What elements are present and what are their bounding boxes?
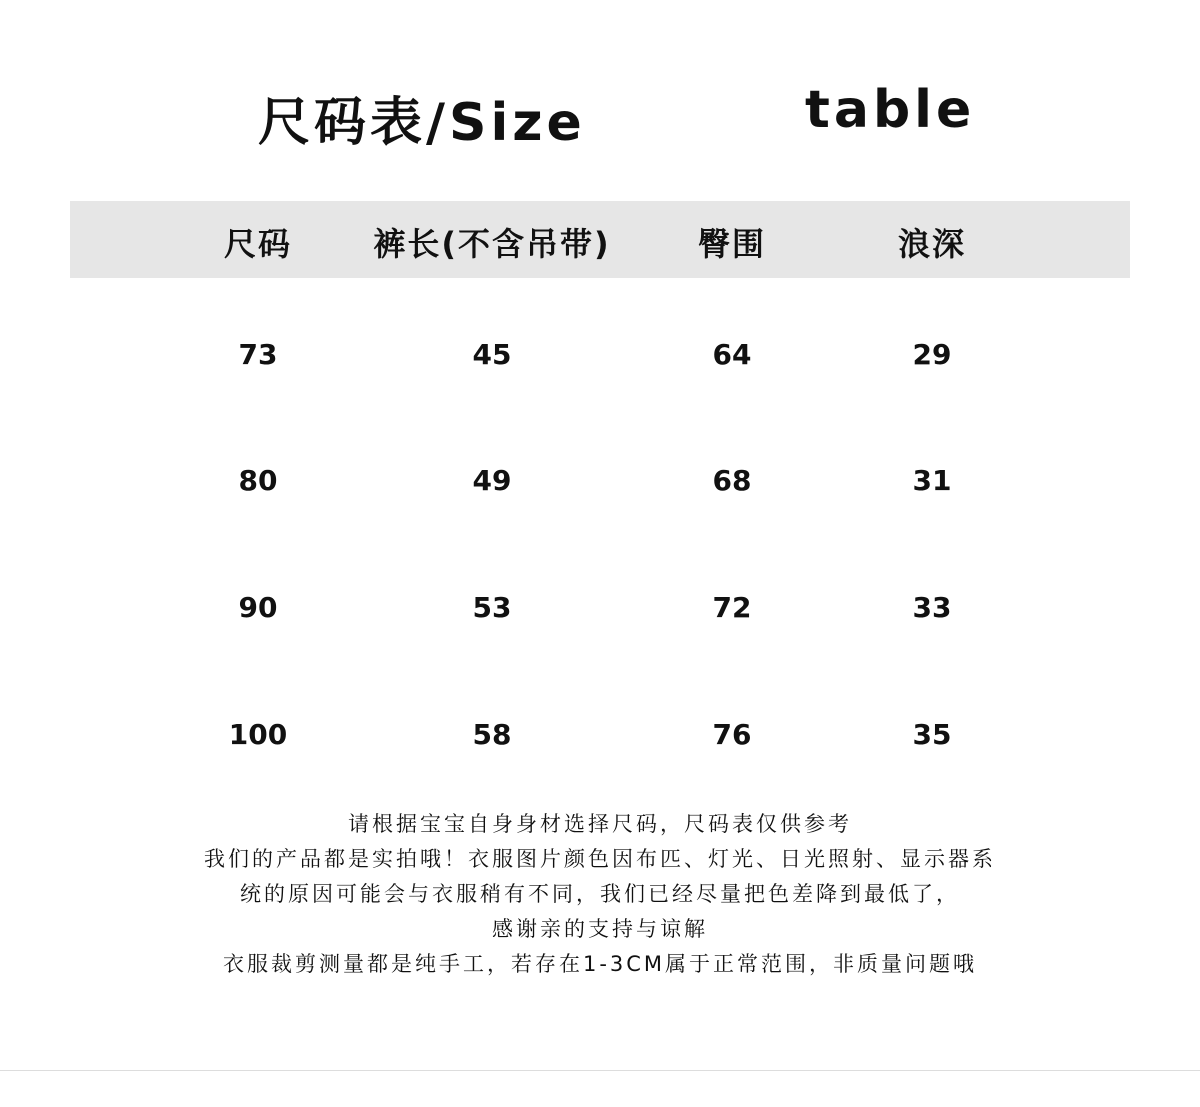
size-table-title [0, 80, 1200, 160]
title-size-label: 尺码表/Size [258, 93, 586, 153]
cell-size: 73 [238, 338, 278, 371]
cell-size: 90 [238, 591, 278, 624]
table-row [0, 464, 1200, 514]
cell-hip: 76 [712, 718, 752, 751]
table-row [0, 718, 1200, 768]
cell-rise: 29 [912, 338, 952, 371]
cell-hip: 68 [712, 464, 752, 497]
bottom-divider [0, 1070, 1200, 1071]
title-table-label: table [805, 80, 976, 140]
header-rise: 浪深 [897, 225, 967, 263]
table-row [0, 591, 1200, 641]
cell-pants-length: 45 [472, 338, 512, 371]
header-pants-length: 裤长(不含吊带) [373, 225, 611, 263]
note-line: 统的原因可能会与衣服稍有不同，我们已经尽量把色差降到最低了， [240, 882, 960, 906]
cell-rise: 35 [912, 718, 952, 751]
cell-hip: 72 [712, 591, 752, 624]
note-line: 感谢亲的支持与谅解 [492, 917, 708, 941]
cell-pants-length: 49 [472, 464, 512, 497]
cell-hip: 64 [712, 338, 752, 371]
cell-pants-length: 58 [472, 718, 512, 751]
header-hip: 臀围 [697, 225, 767, 263]
cell-size: 80 [238, 464, 278, 497]
header-size: 尺码 [223, 225, 293, 263]
cell-rise: 33 [912, 591, 952, 624]
cell-rise: 31 [912, 464, 952, 497]
cell-pants-length: 53 [472, 591, 512, 624]
table-header-row [70, 201, 1130, 278]
cell-size: 100 [228, 718, 288, 751]
note-line: 请根据宝宝自身身材选择尺码，尺码表仅供参考 [348, 812, 852, 836]
table-row [0, 338, 1200, 388]
note-line: 衣服裁剪测量都是纯手工，若存在1-3CM属于正常范围，非质量问题哦 [222, 952, 978, 976]
note-line: 我们的产品都是实拍哦！衣服图片颜色因布匹、灯光、日光照射、显示器系 [204, 847, 996, 871]
